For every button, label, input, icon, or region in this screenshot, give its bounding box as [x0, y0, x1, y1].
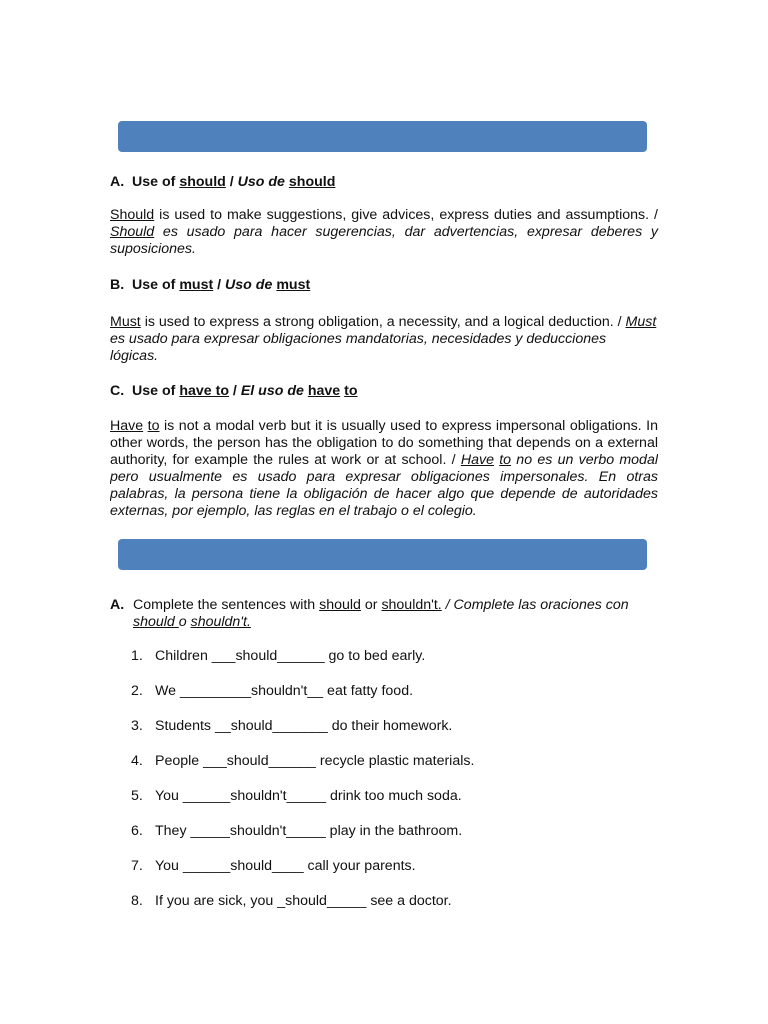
exercise-item: 2. We _________shouldn't__ eat fatty food. — [131, 683, 414, 699]
heading-use-of-should: A. Use of should / Uso de should — [110, 174, 336, 190]
exercise-item: 5. You ______shouldn't_____ drink too much soda. — [131, 788, 462, 804]
exercise-list — [131, 648, 651, 928]
exercise-item: 1. Children ___should______ go to bed early. — [131, 648, 426, 664]
exercise-item: 7. You ______should____ call your parents. — [131, 858, 416, 874]
heading-use-of-must: B. Use of must / Uso de must — [110, 277, 311, 293]
section-banner-exercises — [118, 539, 647, 570]
paragraph-have-to: Have to is not a modal verb but it is usually used to express impersonal obligations. In other words, the person has the obligation to do something that depends on a external authority, for example the rules at work or at school. / Have to no es un verbo modal pero usualmente es usado para expresar obligaciones impersonales. En otras palabras, la persona tiene la obligación de hacer algo que depende de autoridades externas, por ejemplo, las reglas en el trabajo o el colegio. — [110, 418, 658, 519]
exercise-item: 6. They _____shouldn't_____ play in the bathroom. — [131, 823, 463, 839]
exercise-item: 8. If you are sick, you _should_____ see a doctor. — [131, 893, 452, 909]
exercise-item: 4. People ___should______ recycle plastic materials. — [131, 753, 475, 769]
exercise-item: 3. Students __should_______ do their homework. — [131, 718, 453, 734]
paragraph-must: Must is used to express a strong obligation, a necessity, and a logical deduction. / Must es usado para expresar obligaciones mandatorias, necesidades y deducciones lógicas. — [110, 314, 657, 364]
section-banner-grammar — [118, 121, 647, 152]
heading-use-of-have-to: C. Use of have to / El uso de have to — [110, 383, 358, 399]
paragraph-should: Should is used to make suggestions, give advices, express duties and assumptions. / Should es usado para hacer sugerencias, dar advertencias, expresar deberes y suposiciones. — [110, 207, 658, 257]
exercise-instructions: A. Complete the sentences with should or shouldn't. / Complete las oraciones con should o shouldn't. — [110, 597, 629, 630]
